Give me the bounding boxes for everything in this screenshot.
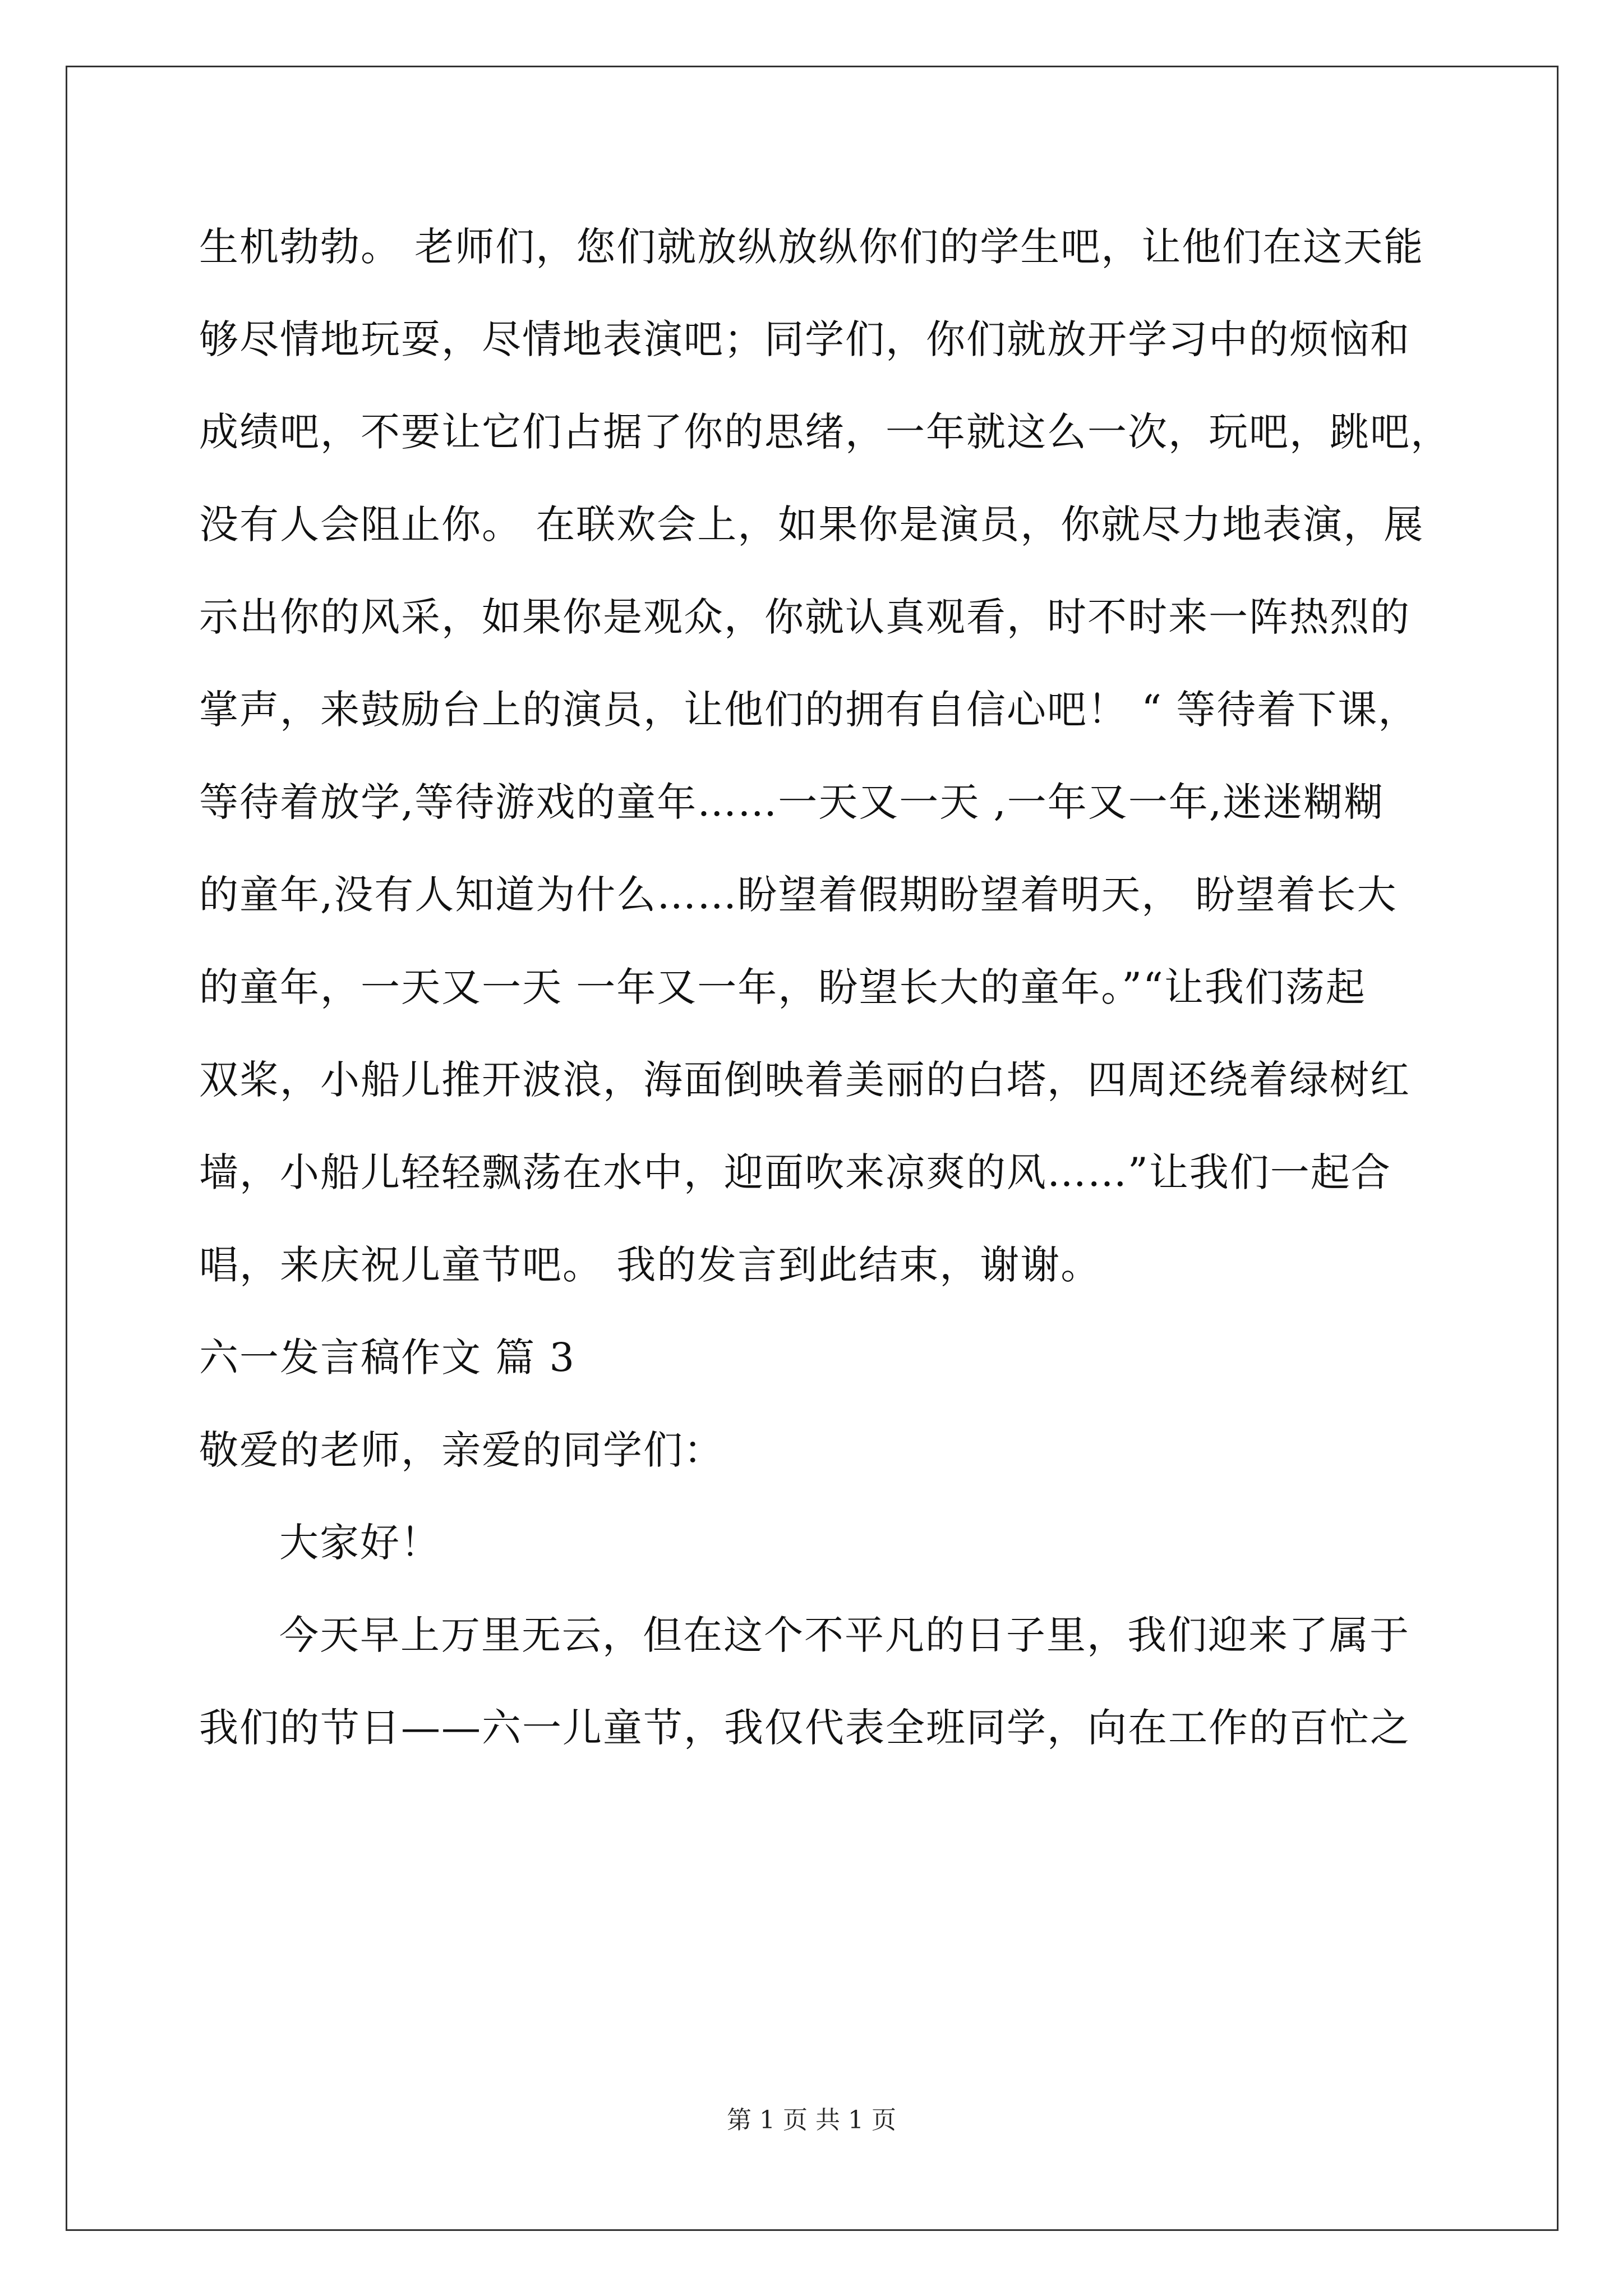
body-line: 的童年,没有人知道为什么……盼望着假期盼望着明天， 盼望着长大 <box>199 872 1398 918</box>
body-line: 生机勃勃。 老师们，您们就放纵放纵你们的学生吧，让他们在这天能 <box>199 224 1424 270</box>
greeting: 大家好！ <box>279 1520 441 1566</box>
salutation: 敬爱的老师，亲爱的同学们： <box>199 1427 724 1473</box>
body-line: 够尽情地玩耍，尽情地表演吧；同学们，你们就放开学习中的烦恼和 <box>199 316 1410 362</box>
page-footer: 第 1 页 共 1 页 <box>727 2106 896 2134</box>
body-line: 掌声，来鼓励台上的演员，让他们的拥有自信心吧！ “ 等待着下课， <box>199 687 1419 733</box>
body-line: 示出你的风采，如果你是观众，你就认真观看，时不时来一阵热烈的 <box>199 594 1410 640</box>
section-title: 六一发言稿作文 篇 3 <box>199 1335 576 1381</box>
body-line: 没有人会阻止你。 在联欢会上，如果你是演员，你就尽力地表演，展 <box>199 501 1424 547</box>
body-line: 双桨，小船儿推开波浪，海面倒映着美丽的白塔，四周还绕着绿树红 <box>199 1057 1410 1103</box>
body-line: 唱，来庆祝儿童节吧。 我的发言到此结束，谢谢。 <box>199 1242 1101 1288</box>
paragraph-line: 今天早上万里无云，但在这个不平凡的日子里，我们迎来了属于 <box>279 1612 1410 1658</box>
body-line: 成绩吧，不要让它们占据了你的思绪，一年就这么一次，玩吧，跳吧， <box>199 409 1451 455</box>
body-line: 等待着放学,等待游戏的童年……一天又一天 ,一年又一年,迷迷糊糊 <box>199 779 1385 825</box>
body-line: 的童年，一天又一天 一年又一年，盼望长大的童年。”“让我们荡起 <box>199 964 1366 1010</box>
body-line: 墙，小船儿轻轻飘荡在水中，迎面吹来凉爽的风……”让我们一起合 <box>199 1149 1391 1195</box>
paragraph-line: 我们的节日——六一儿童节，我仅代表全班同学，向在工作的百忙之 <box>199 1705 1410 1751</box>
